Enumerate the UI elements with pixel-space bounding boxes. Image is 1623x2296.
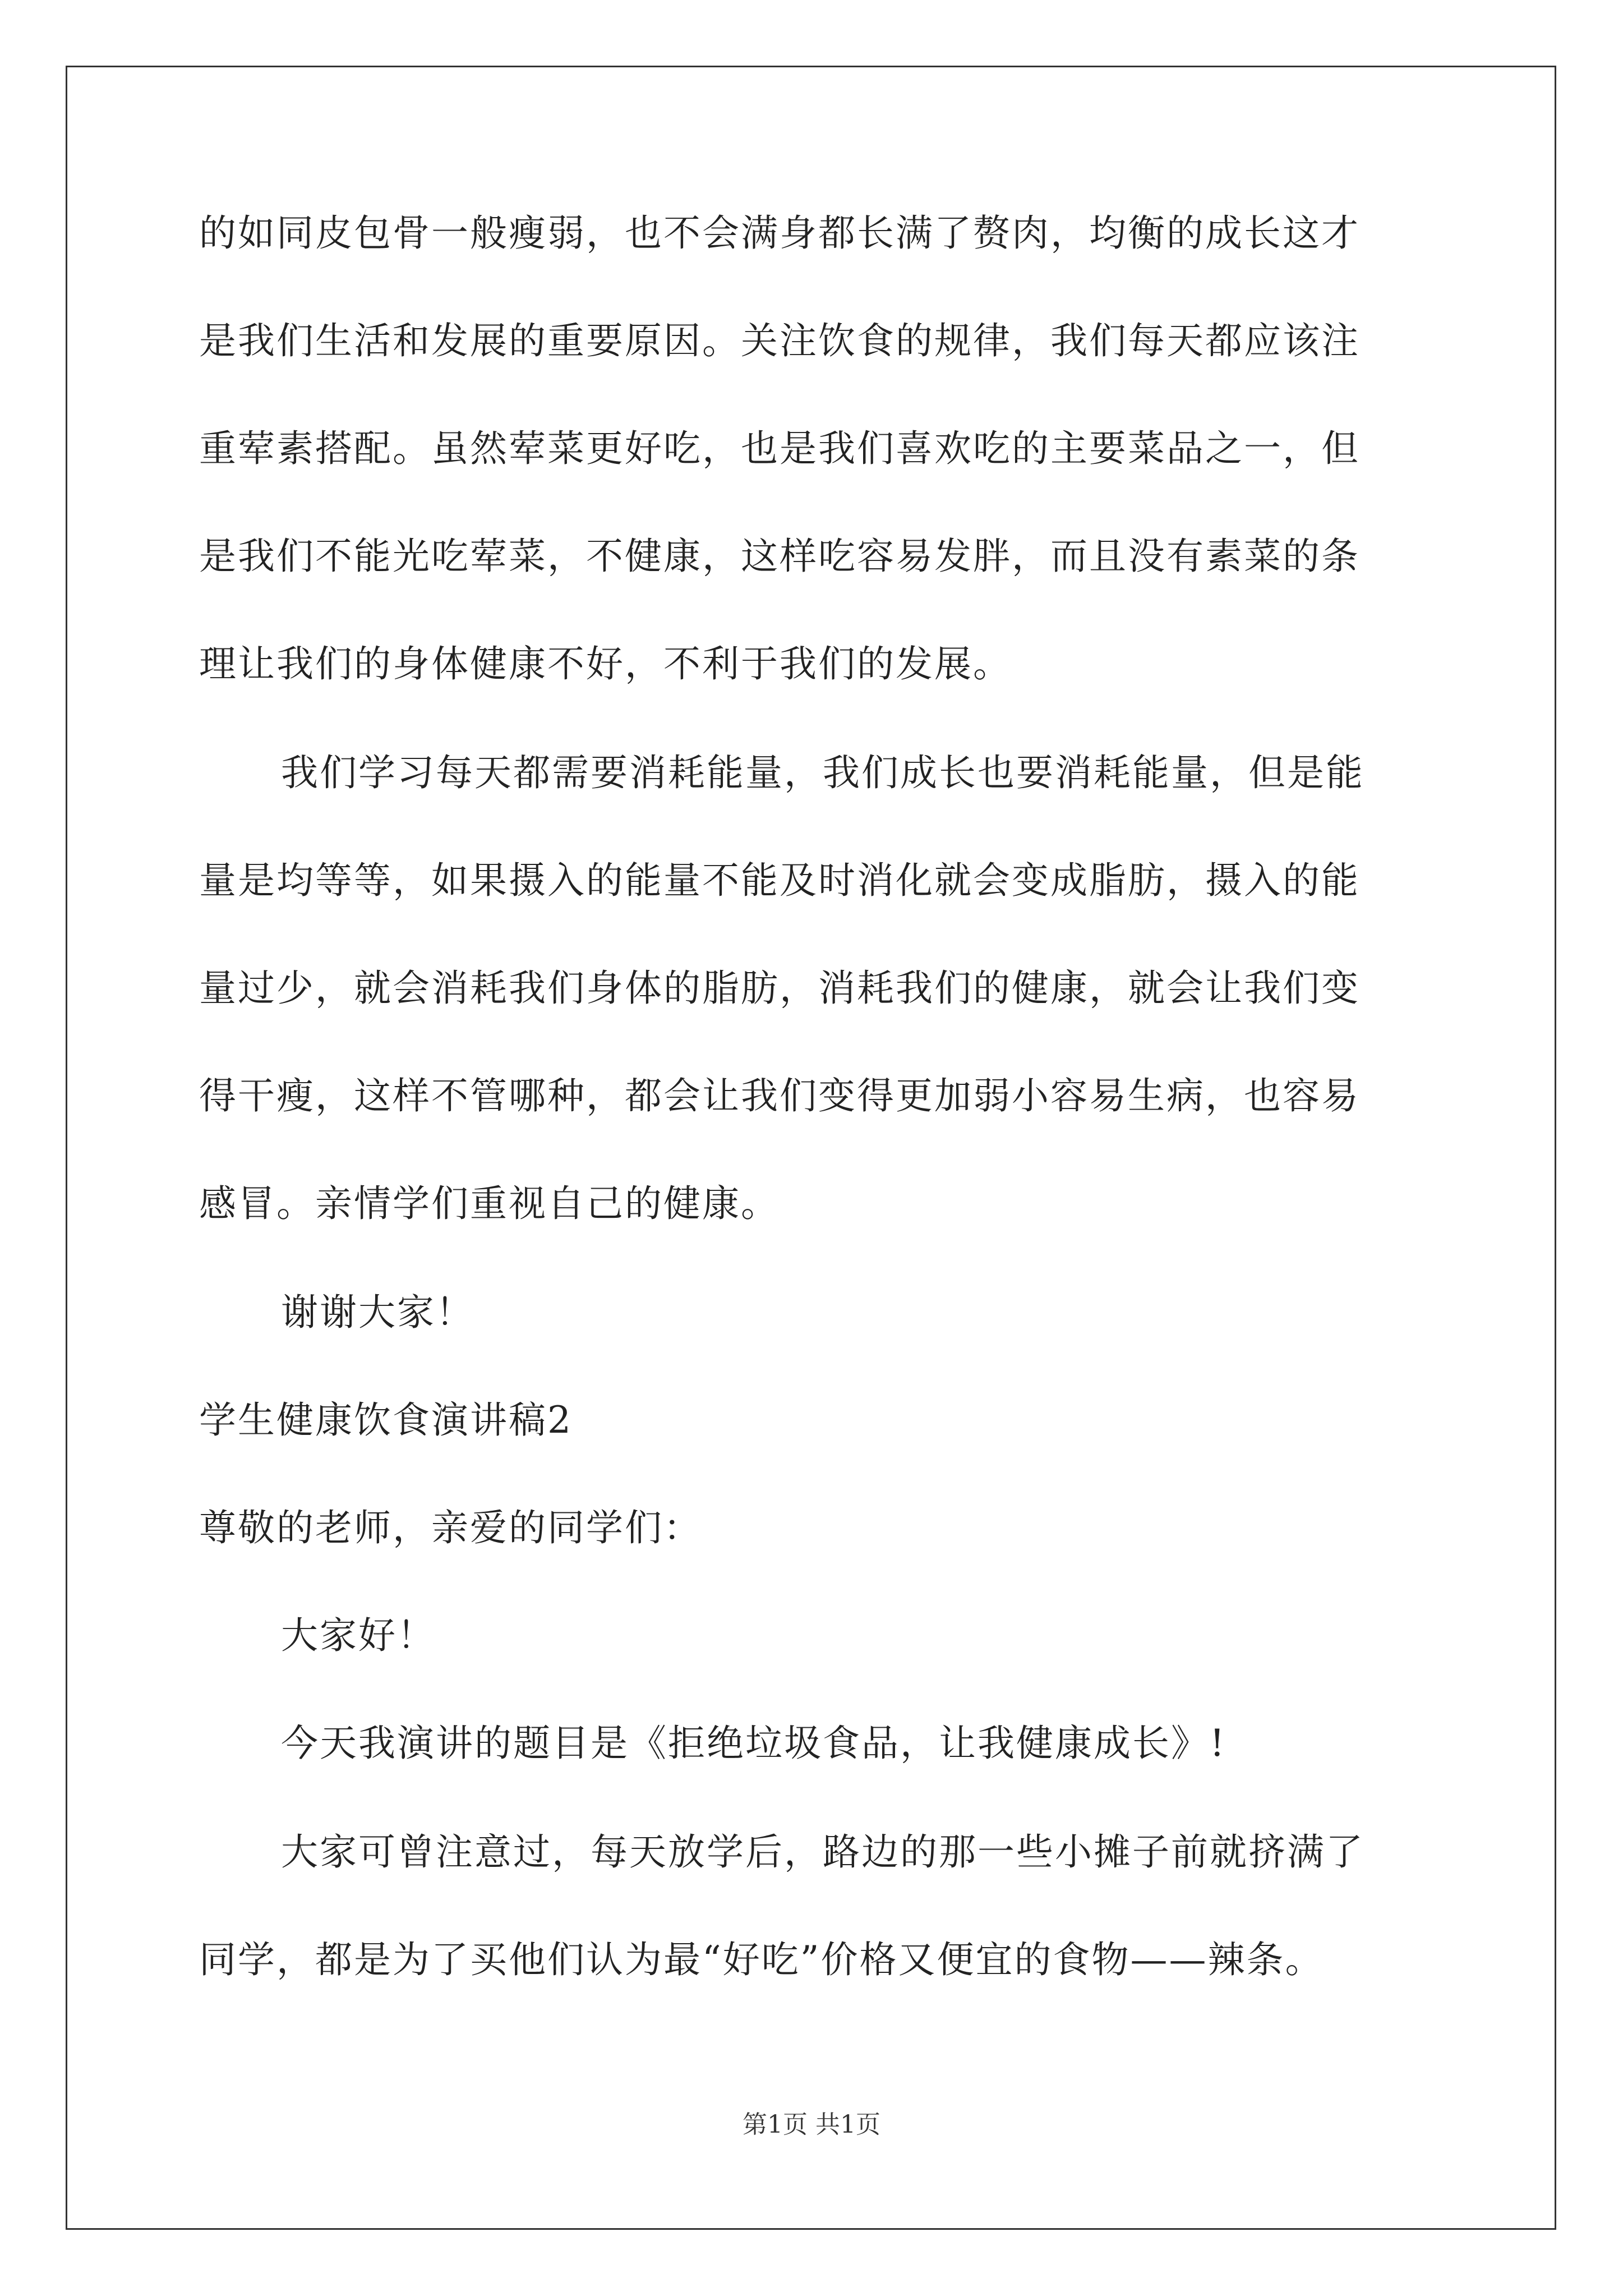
text-line: 得干瘦，这样不管哪种，都会让我们变得更加弱小容易生病，也容易 xyxy=(199,1074,1360,1117)
text-line: 是我们生活和发展的重要原因。关注饮食的规律，我们每天都应该注 xyxy=(199,319,1360,362)
text-line: 今天我演讲的题目是《拒绝垃圾食品，让我健康成长》! xyxy=(281,1722,1227,1765)
text-line: 量过少，就会消耗我们身体的脂肪，消耗我们的健康，就会让我们变 xyxy=(199,967,1360,1010)
text-line: 同学，都是为了买他们认为最“好吃”价格又便宜的食物——辣条。 xyxy=(199,1938,1324,1981)
text-line: 我们学习每天都需要消耗能量，我们成长也要消耗能量，但是能 xyxy=(281,751,1364,794)
salutation: 尊敬的老师，亲爱的同学们： xyxy=(199,1506,702,1549)
text-line: 的如同皮包骨一般瘦弱，也不会满身都长满了赘肉，均衡的成长这才 xyxy=(199,211,1360,255)
text-line: 感冒。亲情学们重视自己的健康。 xyxy=(199,1182,780,1225)
text-line: 量是均等等，如果摄入的能量不能及时消化就会变成脂肪，摄入的能 xyxy=(199,859,1360,902)
page-number: 第1页 共1页 xyxy=(743,2110,880,2139)
text-line: 是我们不能光吃荤菜，不健康，这样吃容易发胖，而且没有素菜的条 xyxy=(199,535,1360,578)
section-title: 学生健康饮食演讲稿2 xyxy=(199,1398,573,1442)
greeting: 大家好！ xyxy=(281,1614,436,1657)
page-frame xyxy=(66,66,1556,2230)
text-line: 理让我们的身体健康不好，不利于我们的发展。 xyxy=(199,642,1012,685)
text-line: 重荤素搭配。虽然荤菜更好吃，也是我们喜欢吃的主要菜品之一，但 xyxy=(199,427,1360,470)
text-line: 大家可曾注意过，每天放学后，路边的那一些小摊子前就挤满了 xyxy=(281,1830,1364,1874)
closing-line: 谢谢大家！ xyxy=(281,1291,474,1334)
